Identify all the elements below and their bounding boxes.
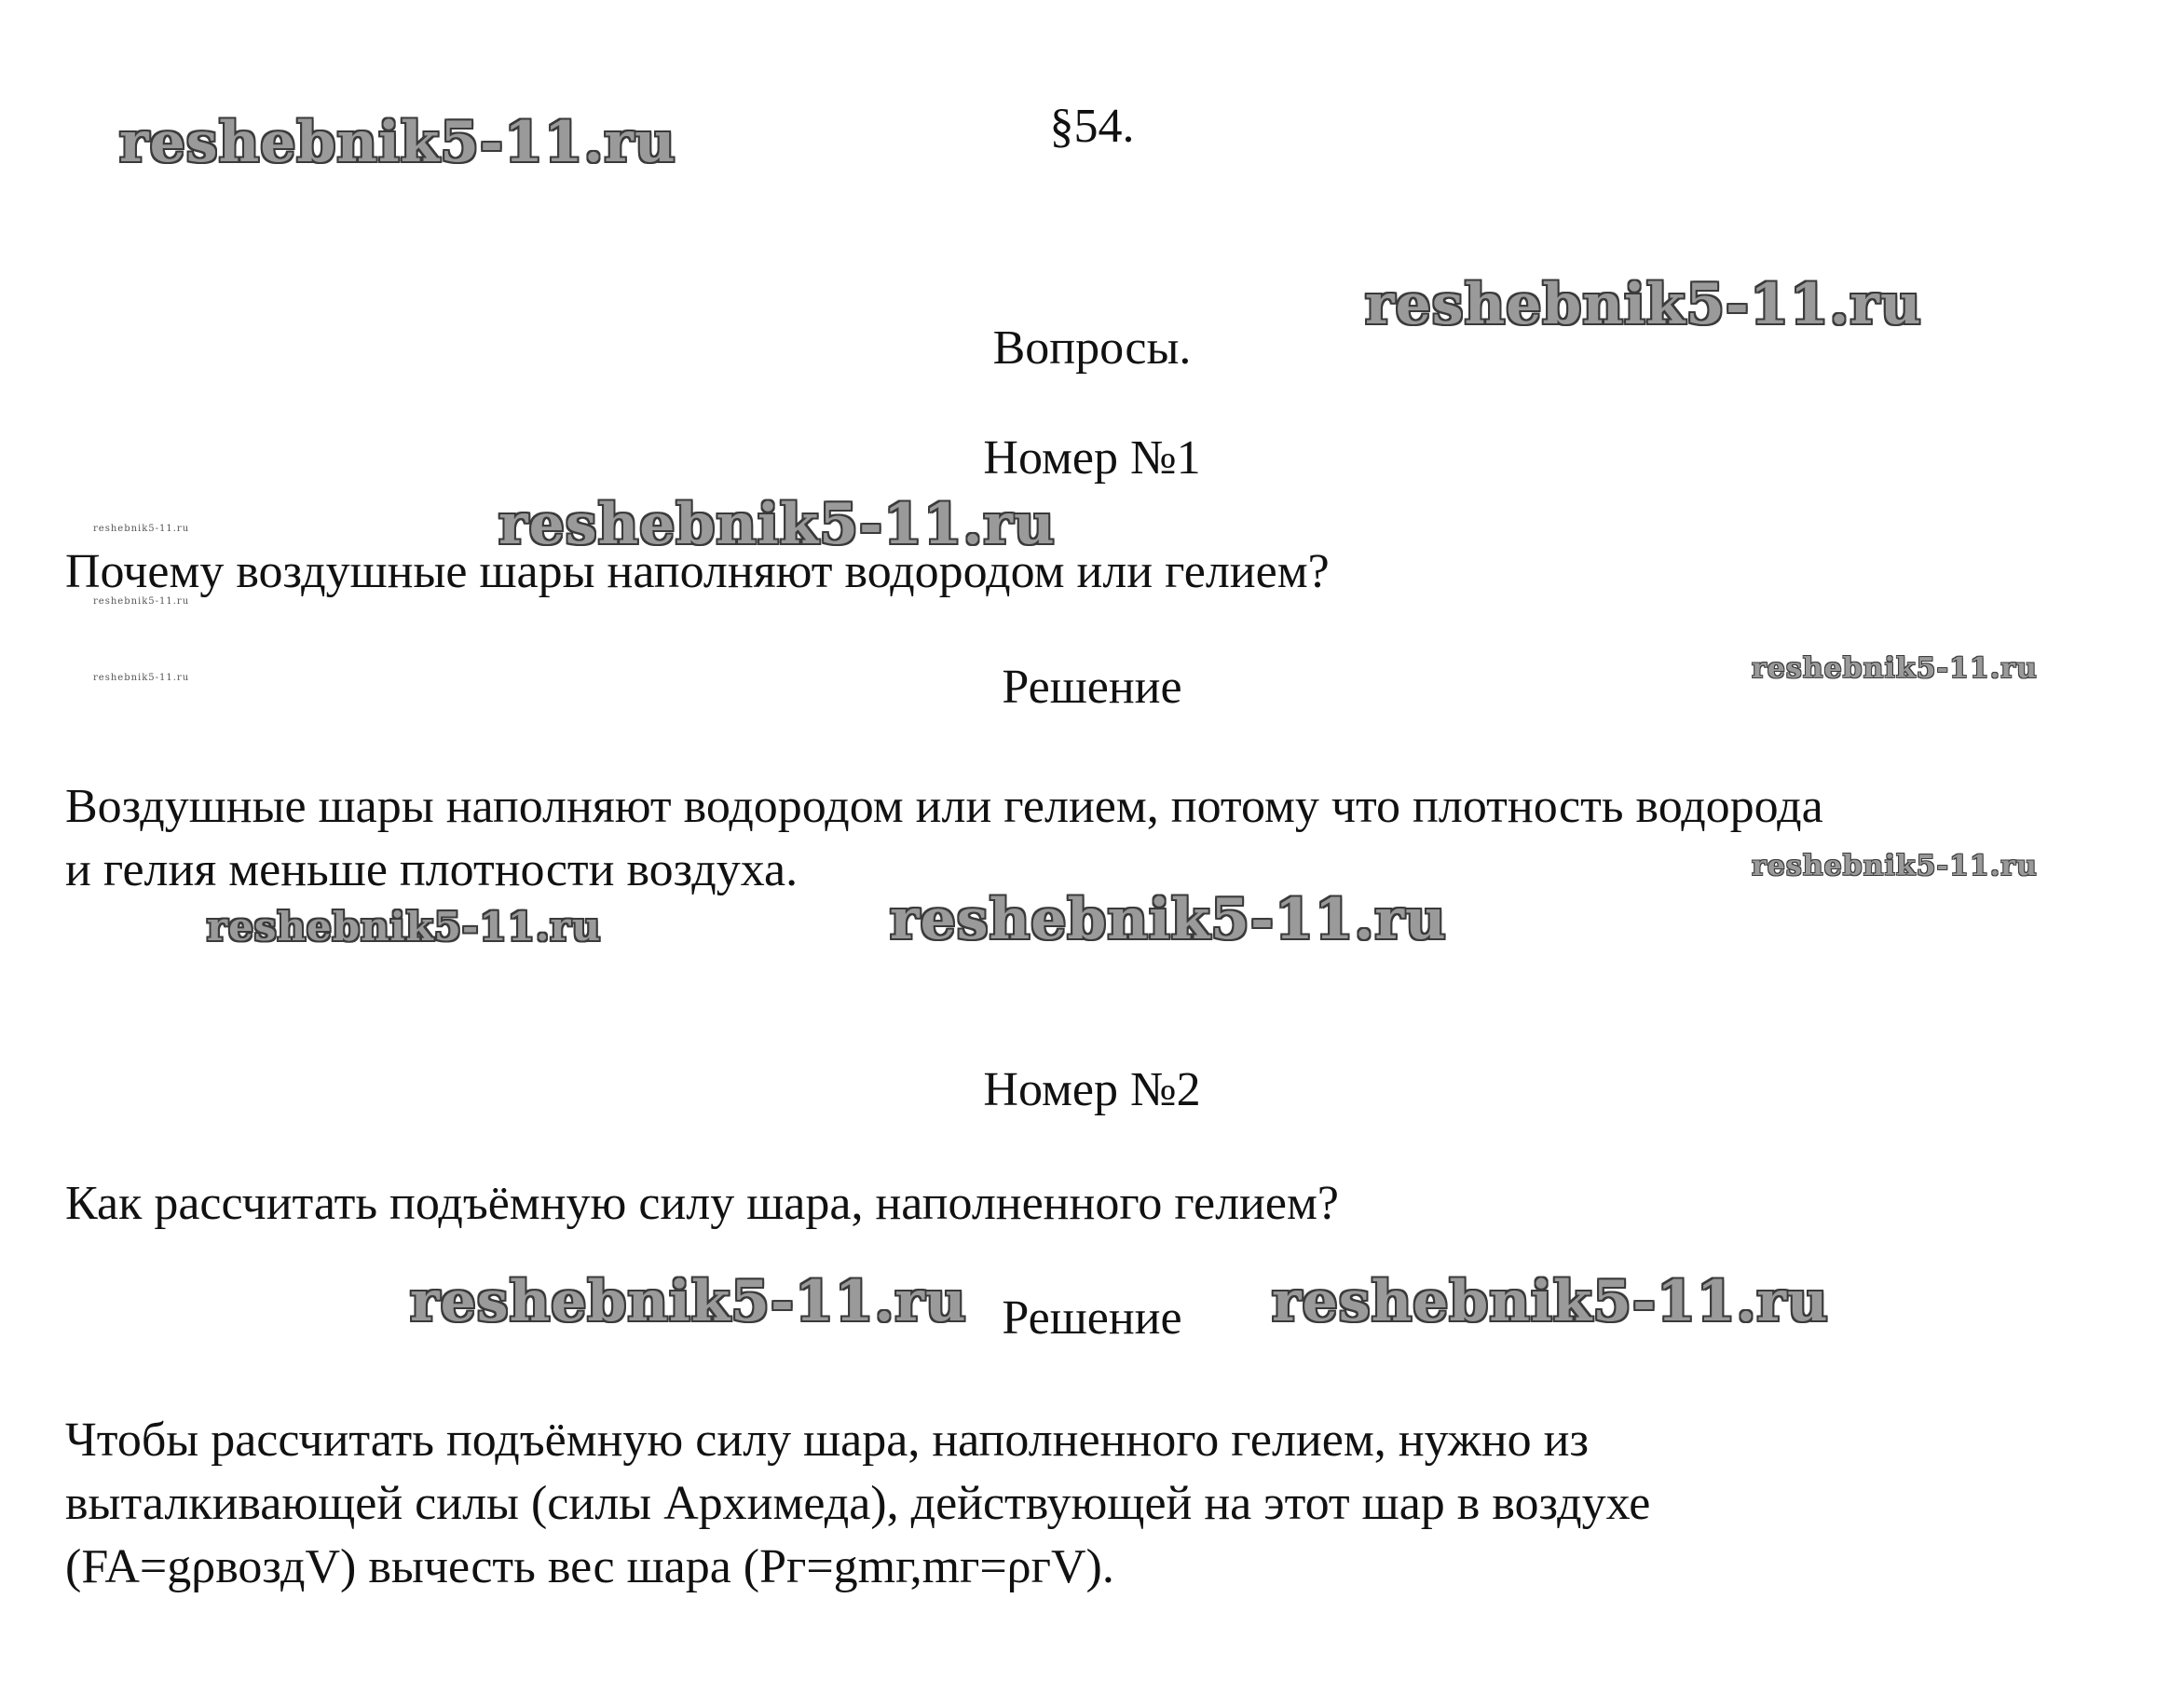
question-1-solution-label: Решение xyxy=(1002,661,1182,714)
answer-1-line-1: Воздушные шары наполняют водородом или гелием, потому что плотность водорода xyxy=(65,780,1823,833)
watermark: reshebnik5-11.ru xyxy=(498,492,1056,557)
watermark: reshebnik5-11.ru xyxy=(1272,1269,1829,1334)
watermark: reshebnik5-11.ru xyxy=(410,1269,967,1334)
watermark: reshebnik5-11.ru xyxy=(1752,652,2038,685)
question-2-text: Как рассчитать подъёмную силу шара, наполненного гелием? xyxy=(65,1177,1339,1230)
question-2-solution-label: Решение xyxy=(1002,1291,1182,1345)
answer-2-line-3: (FA=gρвоздV) вычесть вес шара (Pг=gmг,mг=ρгV). xyxy=(65,1540,1114,1593)
watermark: reshebnik5-11.ru xyxy=(119,110,676,175)
answer-1-line-2: и гелия меньше плотности воздуха. xyxy=(65,843,799,896)
question-1-text: Почему воздушные шары наполняют водородом или гелием? xyxy=(65,545,1330,598)
watermark: reshebnik5-11.ru xyxy=(207,904,602,950)
watermark: reshebnik5-11.ru xyxy=(1752,850,2038,882)
watermark: reshebnik5-11.ru xyxy=(93,673,190,683)
watermark: reshebnik5-11.ru xyxy=(890,887,1447,952)
watermark: reshebnik5-11.ru xyxy=(1365,272,1922,337)
question-2-number: Номер №2 xyxy=(983,1063,1201,1116)
section-number: §54. xyxy=(1049,100,1135,153)
answer-2-line-1: Чтобы рассчитать подъёмную силу шара, наполненного гелием, нужно из xyxy=(65,1414,1590,1467)
watermark: reshebnik5-11.ru xyxy=(93,524,190,534)
answer-2-line-2: выталкивающей силы (силы Архимеда), действующей на этот шар в воздухе xyxy=(65,1477,1651,1530)
question-1-number: Номер №1 xyxy=(983,431,1201,485)
questions-heading: Вопросы. xyxy=(992,321,1192,375)
watermark: reshebnik5-11.ru xyxy=(93,596,190,607)
